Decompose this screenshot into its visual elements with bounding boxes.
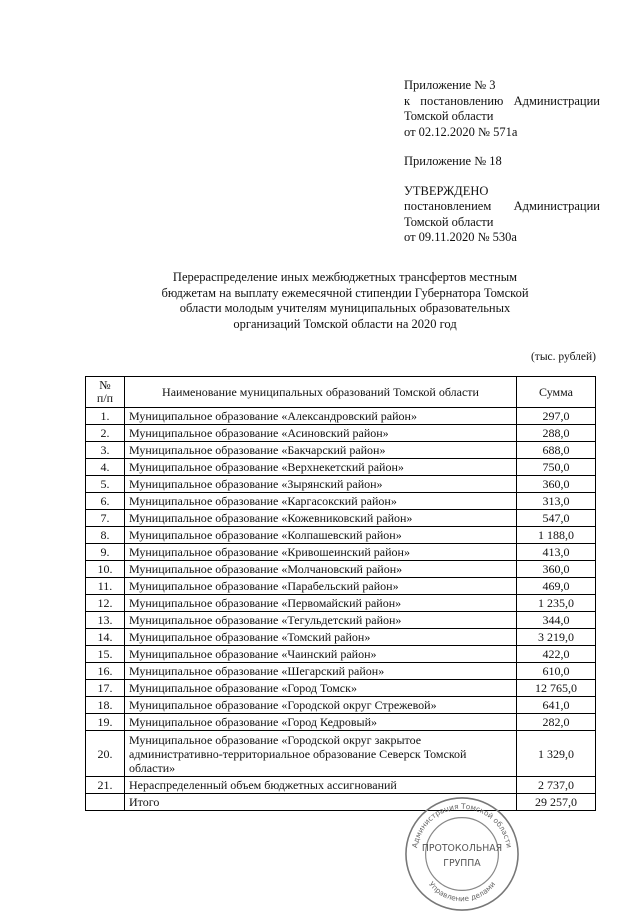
col-sum-header: Сумма [517, 377, 596, 408]
to-resolution-line: к постановлению Администрации [404, 93, 600, 108]
table-row: 19. Муниципальное образование «Город Кедровый» 282,0 [86, 714, 596, 731]
col-name-header: Наименование муниципальных образований Томской области [125, 377, 517, 408]
table-row: 1. Муниципальное образование «Александровский район» 297,0 [86, 408, 596, 425]
col-number-header: № п/п [86, 377, 125, 408]
table-row: 16. Муниципальное образование «Шегарский район» 610,0 [86, 663, 596, 680]
units-label: (тыс. рублей) [530, 351, 596, 363]
table-row: 13. Муниципальное образование «Тегульдетский район» 344,0 [86, 612, 596, 629]
table-row: 10. Муниципальное образование «Молчановский район» 360,0 [86, 561, 596, 578]
table-row: 15. Муниципальное образование «Чаинский район» 422,0 [86, 646, 596, 663]
svg-text:ПРОТОКОЛЬНАЯ: ПРОТОКОЛЬНАЯ [421, 843, 503, 855]
table-row: 7. Муниципальное образование «Кожевниковский район» 547,0 [86, 510, 596, 527]
allocation-table [85, 376, 596, 811]
by-resolution-line: постановлением Администрации [404, 199, 600, 213]
appendix-3-label: Приложение № 3 [404, 78, 496, 92]
table-row: 11. Муниципальное образование «Парабельский район» 469,0 [86, 578, 596, 595]
table-row: 5. Муниципальное образование «Зырянский район» 360,0 [86, 476, 596, 493]
region-line-2: Томской области [404, 214, 494, 229]
appendix-header [404, 78, 600, 246]
table-row: 6. Муниципальное образование «Каргасокский район» 313,0 [86, 493, 596, 510]
table-header-row [86, 377, 596, 408]
table-row: 14. Муниципальное образование «Томский район» 3 219,0 [86, 629, 596, 646]
resolution-date-1: от 02.12.2020 № 571а [404, 124, 518, 139]
table-row: 21. Нераспределенный объем бюджетных ассигнований 2 737,0 [86, 777, 596, 794]
approved-label: УТВЕРЖДЕНО [404, 183, 489, 198]
svg-text:ГРУППА: ГРУППА [443, 857, 481, 869]
resolution-date-2: от 09.11.2020 № 530а [404, 230, 517, 244]
document-title: Перераспределение иных межбюджетных трансфертов местным бюджетам на выплату ежемесячной стипендии Губернатора Томской области молодым учителям муниципальных образовательных организаций Томской области на 2020 год [161, 270, 529, 331]
total-row: Итого 29 257,0 [86, 794, 596, 811]
protocol-group-stamp [403, 795, 521, 913]
svg-text:Управление делами: Управление делами [426, 879, 498, 904]
table-row: 4. Муниципальное образование «Верхнекетский район» 750,0 [86, 459, 596, 476]
table-row: 8. Муниципальное образование «Колпашевский район» 1 188,0 [86, 527, 596, 544]
table-row: 18. Муниципальное образование «Городской округ Стрежевой» 641,0 [86, 697, 596, 714]
table-row: 17. Муниципальное образование «Город Томск» 12 765,0 [86, 680, 596, 697]
table-row: 9. Муниципальное образование «Кривошеинский район» 413,0 [86, 544, 596, 561]
table-row: 3. Муниципальное образование «Бакчарский район» 688,0 [86, 442, 596, 459]
svg-text:Администрация Томской области: Администрация Томской области [410, 801, 514, 849]
region-line: Томской области [404, 109, 494, 123]
table-row: 2. Муниципальное образование «Асиновский район» 288,0 [86, 425, 596, 442]
table-row: 12. Муниципальное образование «Первомайский район» 1 235,0 [86, 595, 596, 612]
table-row: 20. Муниципальное образование «Городской округ закрытое административно-территориальное образование Северск Томской области» 1 329,0 [86, 731, 596, 777]
appendix-18-label: Приложение № 18 [404, 154, 502, 168]
